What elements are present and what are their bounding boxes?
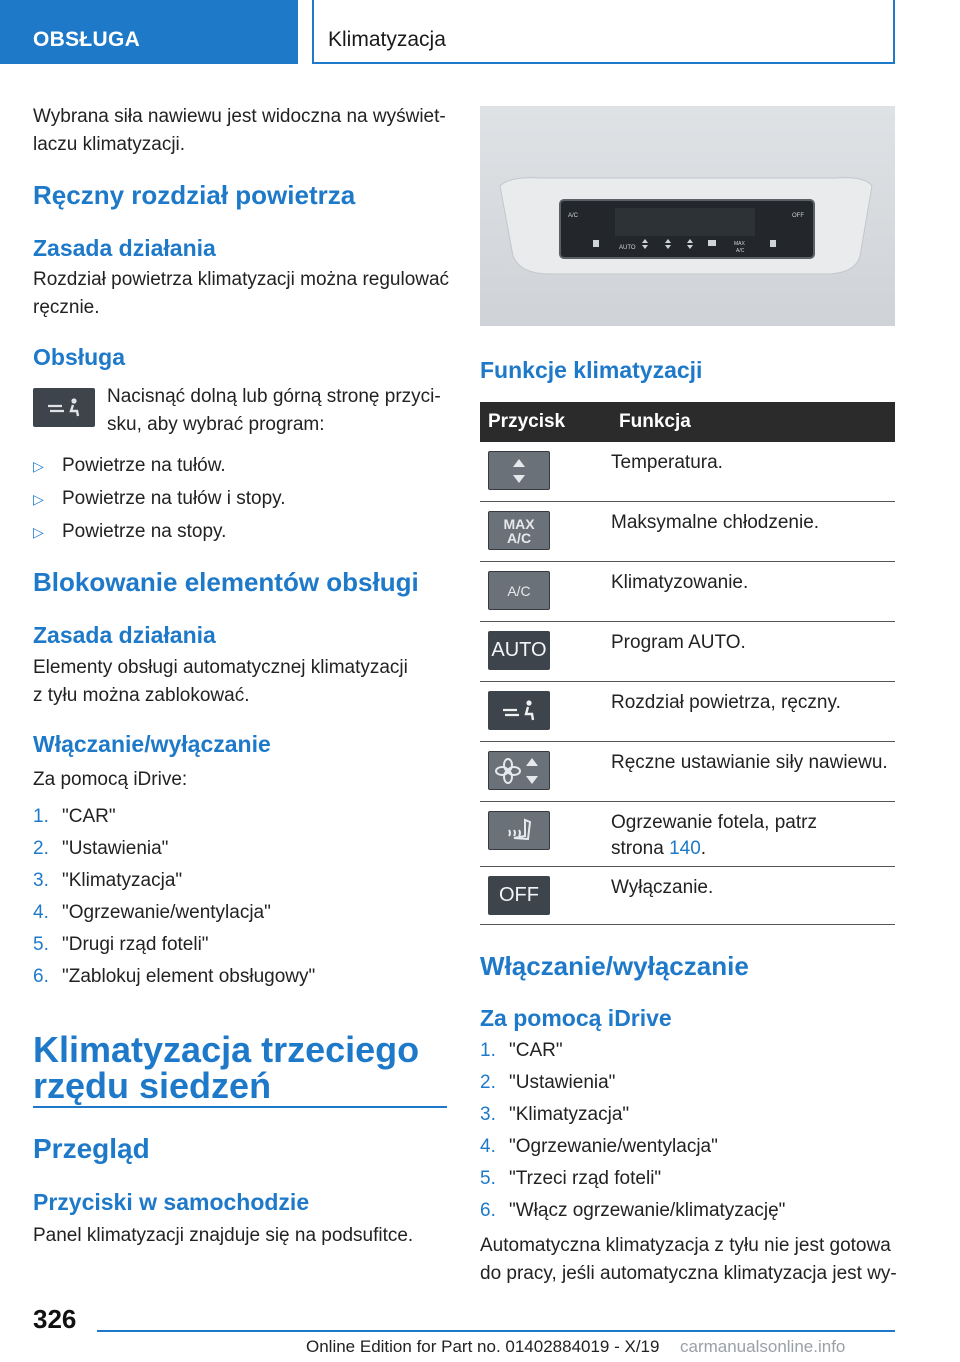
closing-line-2: do pracy, jeśli automatyczna klimatyzacja jest wy- — [480, 1263, 897, 1284]
principle-2-line-2: z tyłu można zablokować. — [33, 685, 250, 706]
fan-speed-icon — [494, 754, 544, 788]
row-text: Klimatyzowanie. — [611, 572, 749, 593]
idrive-intro: Za pomocą iDrive: — [33, 769, 188, 790]
heading-third-row-l1: Klimatyzacja trzeciego — [33, 1029, 420, 1070]
principle-2-line-1: Elementy obsługi automatycznej klimatyzacji — [33, 657, 408, 678]
row-text: Program AUTO. — [611, 632, 746, 653]
section-tab: OBSŁUGA — [0, 0, 298, 64]
table-row — [480, 562, 895, 622]
left-steps-list — [33, 803, 315, 995]
list-item: 3. "Klimatyzacja" — [33, 870, 183, 891]
list-item: ▷ Powietrze na tułów i stopy. — [33, 485, 286, 518]
max-ac-button-image: MAX A/C — [488, 511, 550, 550]
panel-max-label: MAX — [734, 241, 745, 247]
principle-1-line-1: Rozdział powietrza klimatyzacji można regulować — [33, 269, 450, 290]
heading-on-off-right: Włączanie/wyłączanie — [480, 951, 749, 981]
functions-table — [480, 402, 895, 925]
seat-heating-button-image — [488, 811, 550, 850]
table-row — [480, 442, 895, 502]
heading-manual-distribution: Ręczny rozdział powietrza — [33, 180, 356, 210]
air-distribution-icon — [44, 396, 84, 420]
row-text-line-1: Ogrzewanie fotela, patrz — [611, 812, 817, 833]
ac-icon: A/C — [507, 582, 531, 599]
chapter-title: Klimatyzacja — [312, 0, 895, 64]
ac-button-image — [488, 571, 550, 610]
intro-line-2: laczu klimatyzacji. — [33, 134, 186, 155]
list-item: 4. "Ogrzewanie/wentylacja" — [480, 1136, 718, 1157]
heading-idrive: Za pomocą iDrive — [480, 1005, 672, 1031]
list-item: ▷ Powietrze na stopy. — [33, 518, 286, 551]
heading-rule — [33, 1106, 447, 1108]
edition-text: Online Edition for Part no. 01402884019 - X/19 — [306, 1337, 660, 1356]
headliner-photo — [480, 106, 895, 326]
footer-rule — [97, 1330, 895, 1332]
temperature-updown-icon — [509, 455, 529, 487]
row-text: Ręczne ustawianie siły nawiewu. — [611, 752, 888, 773]
table-row — [480, 502, 895, 562]
panel-auto-label: AUTO — [619, 245, 636, 251]
bullet-triangle-icon: ▷ — [33, 524, 44, 540]
watermark: carmanualsonline.info — [680, 1337, 846, 1356]
list-item: 5. "Trzeci rząd foteli" — [480, 1168, 662, 1189]
row-text: Rozdział powietrza, ręczny. — [611, 692, 841, 713]
table-row — [480, 682, 895, 742]
list-item: 1. "CAR" — [33, 806, 116, 827]
table-row — [480, 802, 895, 867]
list-item: 6. "Włącz ogrzewanie/klimatyzację" — [480, 1200, 786, 1221]
max-ac-icon: MAX — [503, 515, 535, 532]
list-item: ▷ Powietrze na tułów. — [33, 452, 286, 485]
heading-overview: Przegląd — [33, 1133, 150, 1164]
table-header-row — [480, 402, 895, 442]
list-item: 5. "Drugi rząd foteli" — [33, 934, 209, 955]
temperature-button-image — [488, 451, 550, 490]
page-number: 326 — [33, 1304, 77, 1334]
heading-operation: Obsługa — [33, 344, 126, 370]
panel-off-label: OFF — [792, 213, 804, 219]
list-item: 1. "CAR" — [480, 1040, 563, 1061]
off-icon: OFF — [499, 884, 539, 906]
col-button-header: Przycisk — [488, 411, 566, 432]
row-text-line-2: strona 140. — [611, 838, 707, 859]
list-item: 3. "Klimatyzacja" — [480, 1104, 630, 1125]
intro-line-1: Wybrana siła nawiewu jest widoczna na wyświet- — [33, 106, 446, 127]
table-row — [480, 867, 895, 925]
closing-line-1: Automatyczna klimatyzacja z tyłu nie jest gotowa — [480, 1235, 891, 1256]
bullet-triangle-icon: ▷ — [33, 458, 44, 474]
list-item: 4. "Ogrzewanie/wentylacja" — [33, 902, 271, 923]
air-distribution-button-image — [33, 388, 95, 427]
panel-maxac-label: A/C — [736, 248, 745, 254]
heading-principle-2: Zasada działania — [33, 622, 216, 648]
panel-ac-label: A/C — [568, 213, 579, 219]
operation-line-1: Nacisnąć dolną lub górną stronę przyci- — [107, 386, 441, 407]
table-row — [480, 742, 895, 802]
heading-buttons-in-car: Przyciski w samochodzie — [33, 1189, 310, 1215]
heading-principle-1: Zasada działania — [33, 235, 216, 261]
heading-functions: Funkcje klimatyzacji — [480, 357, 703, 383]
heading-third-row-l2: rzędu siedzeń — [33, 1065, 272, 1106]
row-text: Maksymalne chłodzenie. — [611, 512, 820, 533]
heading-on-off-left: Włączanie/wyłączanie — [33, 731, 271, 757]
heading-lock-controls: Blokowanie elementów obsługi — [33, 567, 419, 597]
climate-panel-illustration — [480, 106, 895, 326]
auto-icon: AUTO — [491, 639, 547, 661]
page-link-140[interactable]: 140 — [669, 838, 701, 859]
air-distribution-row-image — [488, 691, 550, 730]
program-list — [33, 452, 286, 551]
right-steps-list — [480, 1037, 785, 1229]
list-item: 6. "Zablokuj element obsługowy" — [33, 966, 316, 987]
operation-line-2: sku, aby wybrać program: — [107, 414, 325, 435]
auto-button-image — [488, 631, 550, 670]
row-text: Temperatura. — [611, 452, 723, 473]
off-button-image — [488, 876, 550, 915]
list-item: 2. "Ustawienia" — [480, 1072, 616, 1093]
principle-1-line-2: ręcznie. — [33, 297, 100, 318]
table-row — [480, 622, 895, 682]
row-text: Wyłączanie. — [611, 877, 714, 898]
fan-button-image — [488, 751, 550, 790]
col-function-header: Funkcja — [619, 411, 691, 432]
buttons-text: Panel klimatyzacji znajduje się na podsufitce. — [33, 1225, 414, 1246]
bullet-triangle-icon: ▷ — [33, 491, 44, 507]
air-distribution-icon — [499, 698, 539, 724]
list-item: 2. "Ustawienia" — [33, 838, 169, 859]
seat-heating-icon — [504, 816, 534, 846]
